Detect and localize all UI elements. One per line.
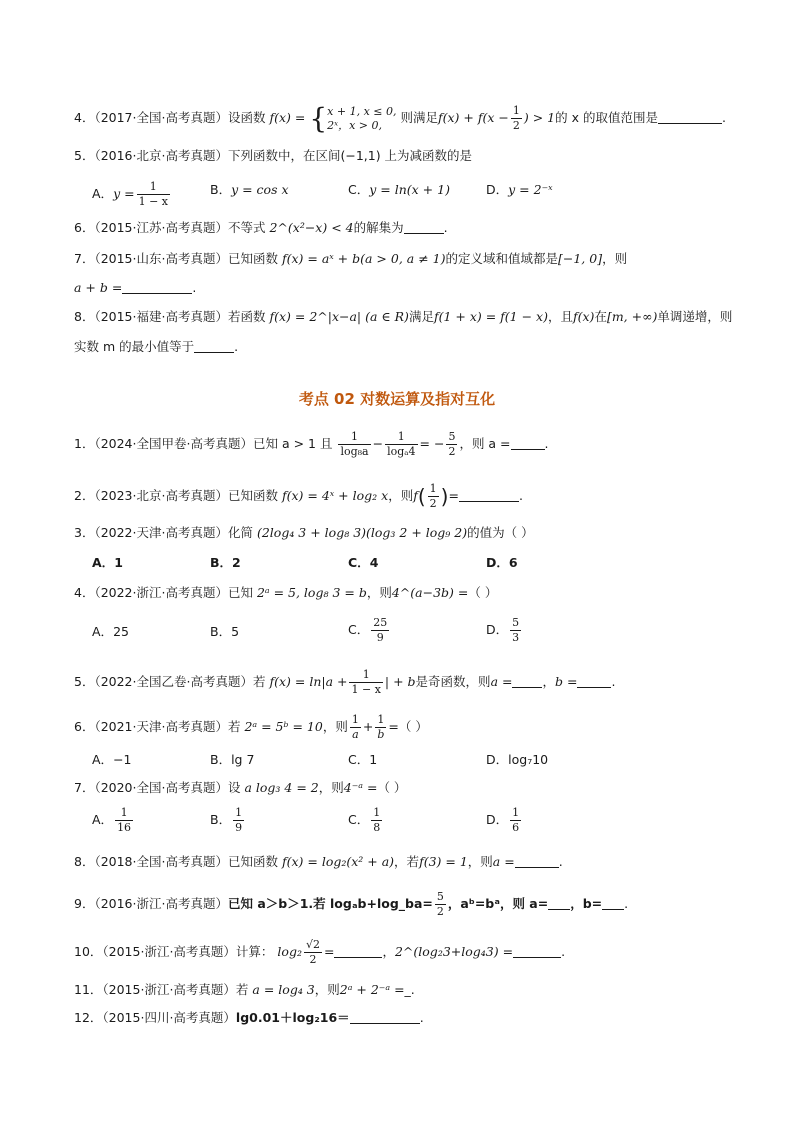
option-b[interactable]: B．2: [210, 555, 241, 570]
question-2: 2．（2023·北京·高考真题）已知函数 f(x) = 4ˣ + log₂ x，则f( $\frac{1}{2}$ )= .: [74, 482, 523, 510]
answer-blank[interactable]: [459, 489, 519, 502]
question-5: 5．（2016·北京·高考真题）下列函数中，在区间(−1,1) 上为减函数的是: [74, 148, 473, 163]
option-c[interactable]: C．4: [348, 555, 379, 570]
question-11: 11．（2015·浙江·高考真题）若 a = log₄ 3，则2ᵃ + 2⁻ᵃ =_.: [74, 982, 415, 997]
question-8: 8．（2015·福建·高考真题）若函数 f(x) = 2^|x−a| (a ∈ R)满足f(1 + x) = f(1 − x)，且f(x)在[m, +∞)单调递增，则: [74, 309, 733, 324]
answer-blank[interactable]: [513, 945, 561, 958]
question-7-line2: a + b = .: [74, 280, 197, 295]
question-7: 7．（2015·山东·高考真题）已知函数 f(x) = aˣ + b(a > 0, a ≠ 1)的定义域和值域都是[−1, 0]，则: [74, 251, 628, 266]
answer-blank[interactable]: [548, 897, 570, 910]
option-c[interactable]: C．1: [348, 752, 378, 767]
option-b[interactable]: B．5: [210, 624, 240, 639]
question-12: 12．（2015·四川·高考真题）lg0.01＋log₂16＝ .: [74, 1010, 424, 1025]
question-6: 6．（2015·江苏·高考真题）不等式 2^(x²−x) < 4的解集为 .: [74, 220, 448, 235]
fraction: $\frac{1}{2}$: [512, 104, 520, 132]
question-8b: 8．（2018·全国·高考真题）已知函数 f(x) = log₂(x² + a)，若f(3) = 1，则a = .: [74, 854, 563, 869]
question-number: 4．: [74, 110, 95, 125]
option-a[interactable]: A． $\frac{1}{16}$: [92, 806, 132, 834]
option-d[interactable]: D． $\frac{5}{3}$: [486, 616, 520, 644]
question-5b: 5．（2022·全国乙卷·高考真题）若 f(x) = ln|a + $\frac{1}{1 - x}$ | + b是奇函数，则a = ，b = .: [74, 668, 616, 696]
answer-blank[interactable]: [334, 945, 382, 958]
question-3: 3．（2022·天津·高考真题）化简 (2log₄ 3 + log₈ 3)(log₃ 2 + log₉ 2)的值为（ ）: [74, 525, 534, 540]
brace-symbol: {: [309, 101, 328, 135]
option-a[interactable]: A．y = $\frac{1}{1 - x}$: [92, 180, 168, 208]
option-b[interactable]: B．lg 7: [210, 752, 255, 767]
question-4: 4．（2017·全国·高考真题）设函数 f(x) = { x + 1, x ≤ 0, 2ˣ，x > 0, 则满足f(x) + f(x − $\frac{1}{2}$ ) > 1的 x 的取值范围是 .: [74, 101, 726, 135]
option-a[interactable]: A．25: [92, 624, 129, 639]
question-10: 10．（2015·浙江·高考真题）计算： log₂ $\frac{√2}{2}$ = ，2^(log₂3+log₄3) = .: [74, 938, 566, 966]
option-b[interactable]: B． $\frac{1}{9}$: [210, 806, 243, 834]
answer-blank[interactable]: [350, 1011, 420, 1024]
option-c[interactable]: C． $\frac{25}{9}$: [348, 616, 388, 644]
answer-blank[interactable]: [577, 675, 611, 688]
option-b[interactable]: B．y = cos x: [210, 182, 289, 197]
option-d[interactable]: D．y = 2⁻ˣ: [486, 182, 553, 197]
option-a[interactable]: A．1: [92, 555, 123, 570]
question-1: 1．（2024·全国甲卷·高考真题）已知 a > 1 且 $\frac{1}{\text{log₈a}}$ − $\frac{1}{\text{logₐ4}}$ = − $\frac{5}{2}$ ，则 a = .: [74, 430, 549, 458]
answer-blank[interactable]: [512, 675, 542, 688]
answer-blank[interactable]: [511, 437, 545, 450]
option-c[interactable]: C． $\frac{1}{8}$: [348, 806, 381, 834]
question-source: （2017·全国·高考真题）: [94, 110, 228, 125]
option-c[interactable]: C．y = ln(x + 1): [348, 182, 450, 197]
option-d[interactable]: D．log₇10: [486, 752, 549, 767]
question-8-line2: 实数 m 的最小值等于 .: [74, 339, 239, 354]
option-a[interactable]: A．−1: [92, 752, 132, 767]
question-6b: 6．（2021·天津·高考真题）若 2ᵃ = 5ᵇ = 10，则 $\frac{1}{a}$ + $\frac{1}{b}$ =（ ）: [74, 713, 428, 741]
question-4b: 4．（2022·浙江·高考真题）已知 2ᵃ = 5, log₈ 3 = b，则4^(a−3b) =（ ）: [74, 585, 498, 600]
question-7b: 7．（2020·全国·高考真题）设 a log₃ 4 = 2，则4⁻ᵃ =（ ）: [74, 780, 407, 795]
answer-blank[interactable]: [194, 340, 234, 353]
piecewise-cases: x + 1, x ≤ 0, 2ˣ，x > 0,: [327, 104, 397, 132]
answer-blank[interactable]: [122, 281, 192, 294]
option-d[interactable]: D． $\frac{1}{6}$: [486, 806, 520, 834]
answer-blank[interactable]: [602, 897, 624, 910]
answer-blank[interactable]: [515, 855, 559, 868]
option-d[interactable]: D．6: [486, 555, 518, 570]
section-title: 考点 02 对数运算及指对互化: [298, 390, 496, 408]
answer-blank[interactable]: [658, 111, 722, 124]
answer-blank[interactable]: [404, 221, 444, 234]
question-9: 9．（2016·浙江·高考真题）已知 a＞b＞1.若 logₐb+log_ba= $\frac{5}{2}$ ，aᵇ=bᵃ，则 a= ，b= .: [74, 890, 629, 918]
